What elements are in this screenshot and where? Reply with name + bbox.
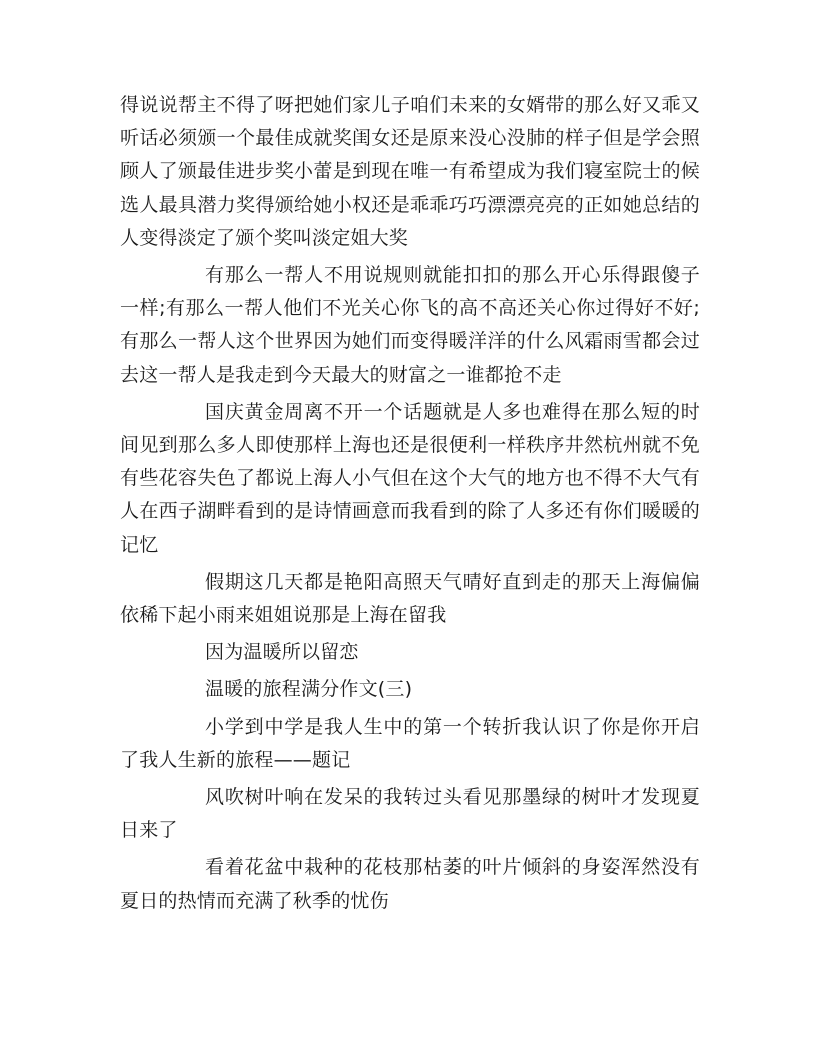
essay-title: 温暖的旅程满分作文(三) [205,678,413,701]
paragraph-8: 看着花盆中栽种的花枝那枯萎的叶片倾斜的身姿浑然没有夏日的热情而充满了秋季的忧伤 [120,856,700,912]
document-body [120,89,700,922]
paragraph-1: 得说说帮主不得了呀把她们家儿子咱们未来的女婿带的那么好又乖又听话必须颁一个最佳成就奖闺女还是原来没心没肺的样子但是学会照顾人了颁最佳进步奖小蕾是到现在唯一有希望成为我们寝室院士的候选人最具潜力奖得颁给她小权还是乖乖巧巧漂漂亮亮的正如她总结的人变得淡定了颁个奖叫淡定姐大奖 [120,94,700,249]
paragraph-2: 有那么一帮人不用说规则就能扣扣的那么开心乐得跟傻子一样;有那么一帮人他们不光关心你飞的高不高还关心你过得好不好;有那么一帮人这个世界因为她们而变得暖洋洋的什么风霜雨雪都会过去这一帮人是我走到今天最大的财富之一谁都抢不走 [120,264,700,386]
paragraph-5: 因为温暖所以留恋 [205,641,359,664]
paragraph-7: 风吹树叶响在发呆的我转过头看见那墨绿的树叶才发现夏日来了 [120,786,700,842]
paragraph-4: 假期这几天都是艳阳高照天气晴好直到走的那天上海偏偏依稀下起小雨来姐姐说那是上海在留我 [120,570,700,627]
paragraph-3: 国庆黄金周离不开一个话题就是人多也难得在那么短的时间见到那么多人即使那样上海也还是很便利一样秩序井然杭州就不免有些花容失色了都说上海人小气但在这个大气的地方也不得不大气有人在西子湖畔看到的是诗情画意而我看到的除了人多还有你们暖暖的记忆 [120,400,700,556]
paragraph-6: 小学到中学是我人生中的第一个转折我认识了你是你开启了我人生新的旅程——题记 [120,715,700,771]
